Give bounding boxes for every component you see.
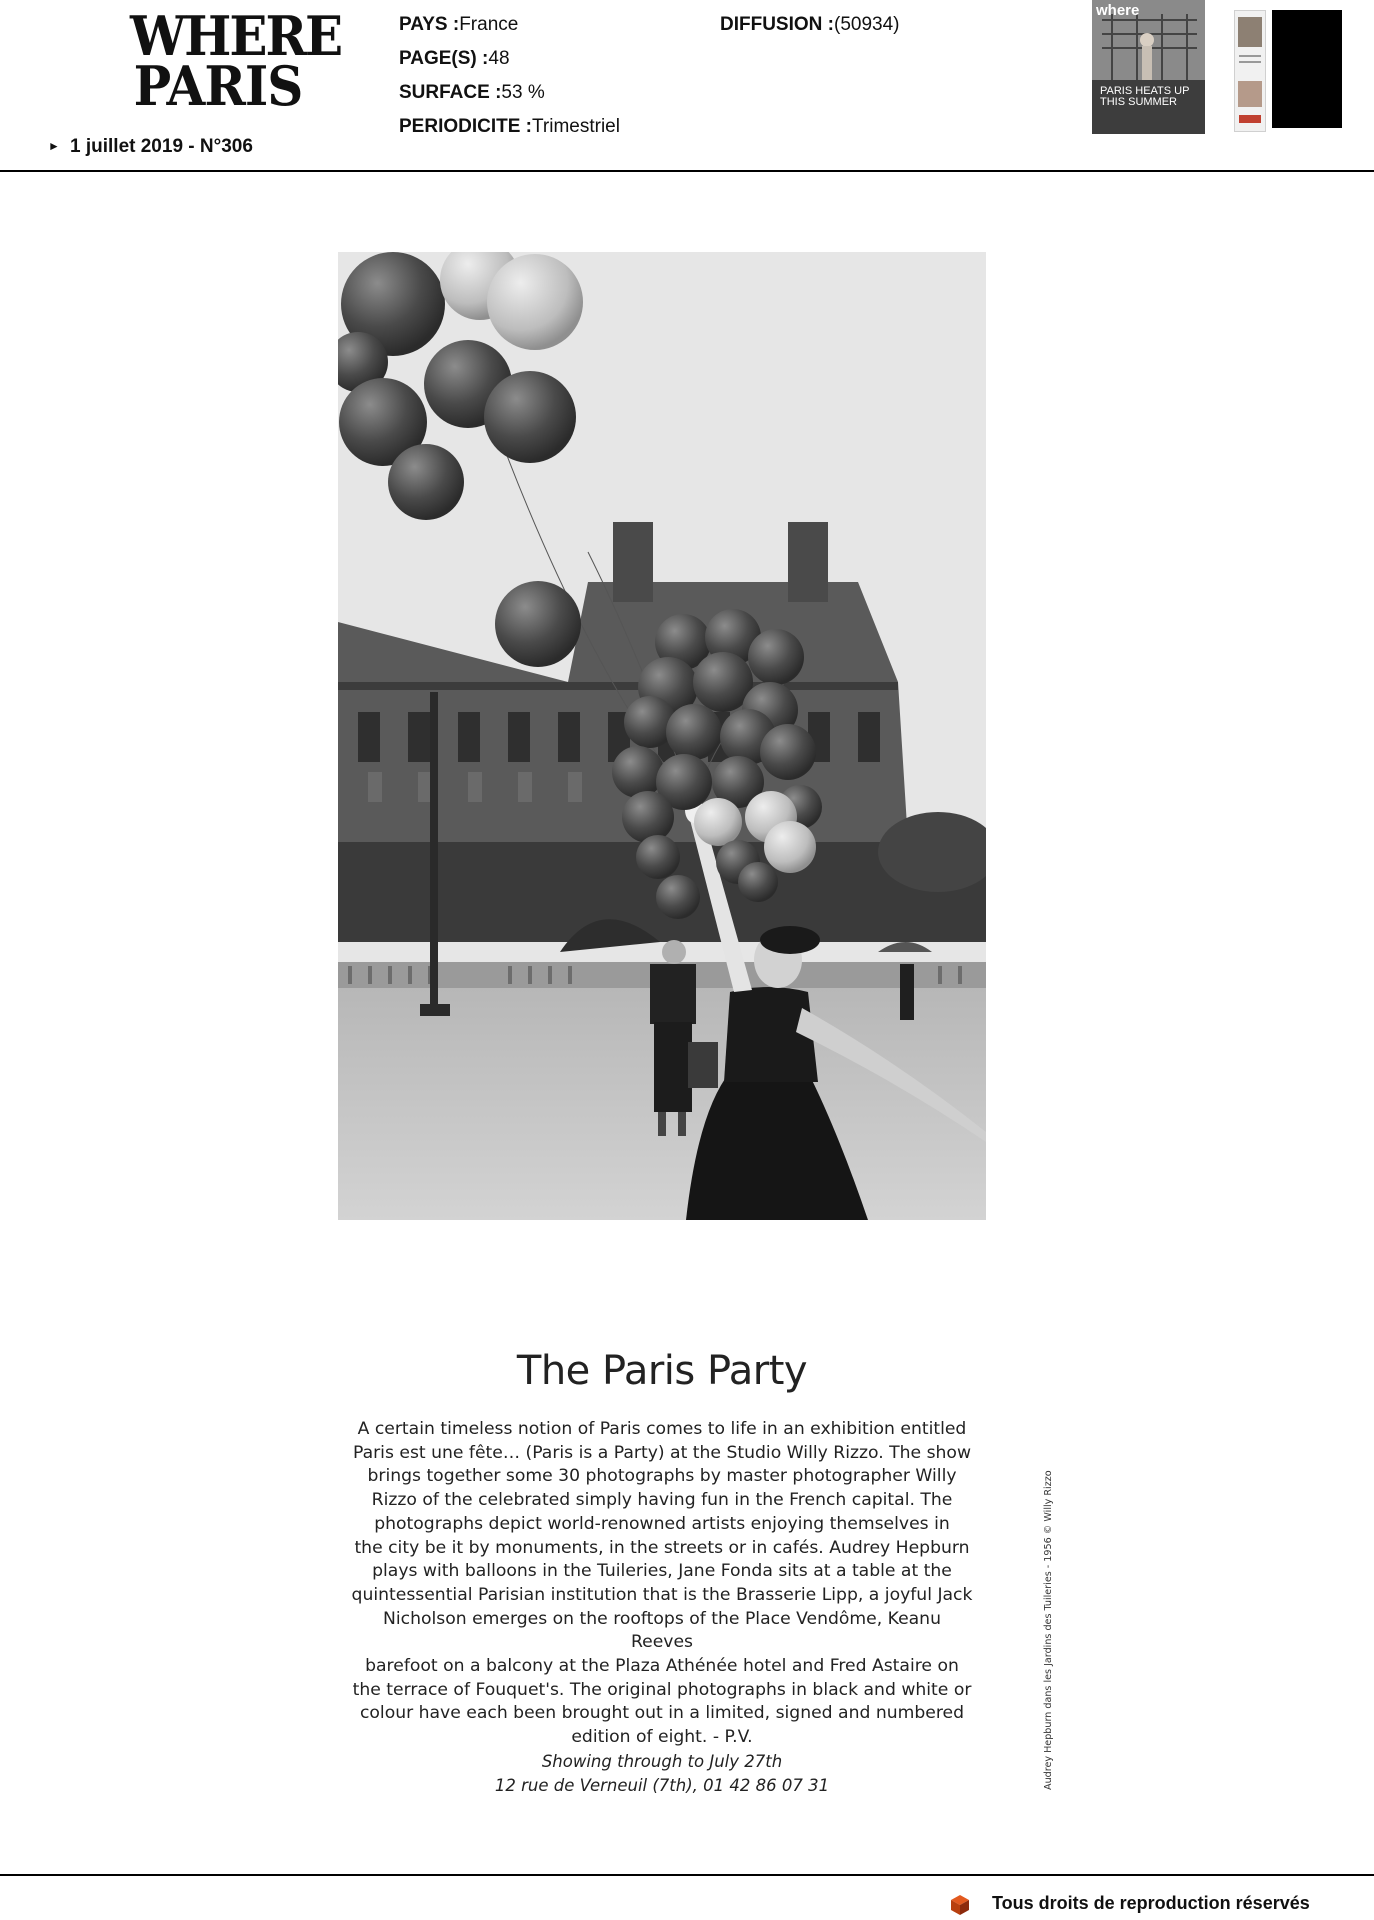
meta-key: PERIODICITE : [399, 116, 533, 137]
cover-thumbnail[interactable] [1092, 0, 1205, 134]
page-thumbnail-block [1239, 115, 1261, 123]
article-body [350, 1418, 974, 1750]
article-title: The Paris Party [516, 1348, 808, 1394]
body-line: edition of eight. - P.V. [571, 1727, 753, 1748]
publication-logo [130, 4, 342, 118]
issue-date [48, 136, 253, 158]
meta-value: Trimestriel [532, 116, 620, 137]
cover-thumbnail-art [1092, 0, 1205, 134]
body-line: quintessential Parisian institution that is the Brasserie Lipp, a joyful Jack [351, 1584, 973, 1605]
exhibition-address: 12 rue de Verneuil (7th), 01 42 86 07 31 [494, 1776, 830, 1795]
page-thumbnail-line [1239, 55, 1261, 57]
body-line: Paris est une fête… (Paris is a Party) at the Studio Willy Rizzo. The show [352, 1442, 972, 1463]
body-line: the city be it by monuments, in the streets or in cafés. Audrey Hepburn [354, 1537, 970, 1558]
logo-line-paris: PARIS [133, 54, 303, 118]
exhibition-dates: Showing through to July 27th [541, 1752, 783, 1771]
meta-row-periodicite [399, 110, 620, 144]
article-photo [338, 252, 986, 1220]
body-line: brings together some 30 photographs by master photographer Willy [367, 1466, 957, 1487]
page-thumbnail[interactable] [1234, 10, 1266, 132]
body-line: the terrace of Fouquet's. The original photographs in black and white or [352, 1679, 972, 1700]
body-line: plays with balloons in the Tuileries, Jane Fonda sits at a table at the [372, 1561, 952, 1582]
photo-credit: Audrey Hepburn dans les Jardins des Tuileries - 1956 © Willy Rizzo [1043, 1470, 1054, 1790]
diffusion-meta [720, 8, 900, 42]
blank-page-thumbnail[interactable] [1272, 10, 1342, 128]
cover-masthead: where [1096, 2, 1140, 19]
logo-line-where: WHERE [130, 4, 342, 69]
rights-notice: Tous droits de reproduction réservés [992, 1893, 1310, 1913]
meta-key: SURFACE : [399, 82, 502, 103]
body-line: colour have each been brought out in a limited, signed and numbered [359, 1703, 965, 1724]
header-divider [0, 170, 1374, 172]
diffusion-key: DIFFUSION : [720, 14, 834, 35]
meta-value: 53 % [501, 82, 545, 103]
body-line: photographs depict world-renowned artists enjoying themselves in [374, 1513, 950, 1534]
meta-row-surface [399, 76, 620, 110]
body-line: Nicholson emerges on the rooftops of the Place Vendôme, Keanu Reeves [383, 1608, 941, 1653]
exhibition-info [338, 1750, 986, 1798]
publication-meta [399, 8, 620, 144]
body-line: Rizzo of the celebrated simply having fun in the French capital. The [371, 1490, 953, 1511]
meta-key: PAYS : [399, 14, 460, 35]
meta-value: 48 [488, 48, 510, 69]
diffusion-value: (50934) [834, 14, 900, 35]
cover-headline: PARIS HEATS UP THIS SUMMER [1100, 85, 1190, 108]
page-thumbnail-line [1239, 61, 1261, 63]
meta-key: PAGE(S) : [399, 48, 489, 69]
meta-row-pays [399, 8, 620, 42]
photo-illustration [338, 252, 986, 1220]
body-line: A certain timeless notion of Paris comes to life in an exhibition entitled [357, 1419, 967, 1439]
issue-date-text: 1 juillet 2019 - N°306 [70, 136, 253, 157]
cube-logo-icon [950, 1894, 970, 1916]
body-line: barefoot on a balcony at the Plaza Athénée hotel and Fred Astaire on [365, 1656, 959, 1677]
page-thumbnail-block [1238, 81, 1262, 107]
meta-value: France [459, 14, 519, 35]
triangle-bullet-icon: ► [48, 139, 60, 153]
page-thumbnail-block [1238, 17, 1262, 47]
meta-row-pages [399, 42, 620, 76]
footer-divider [0, 1874, 1374, 1876]
